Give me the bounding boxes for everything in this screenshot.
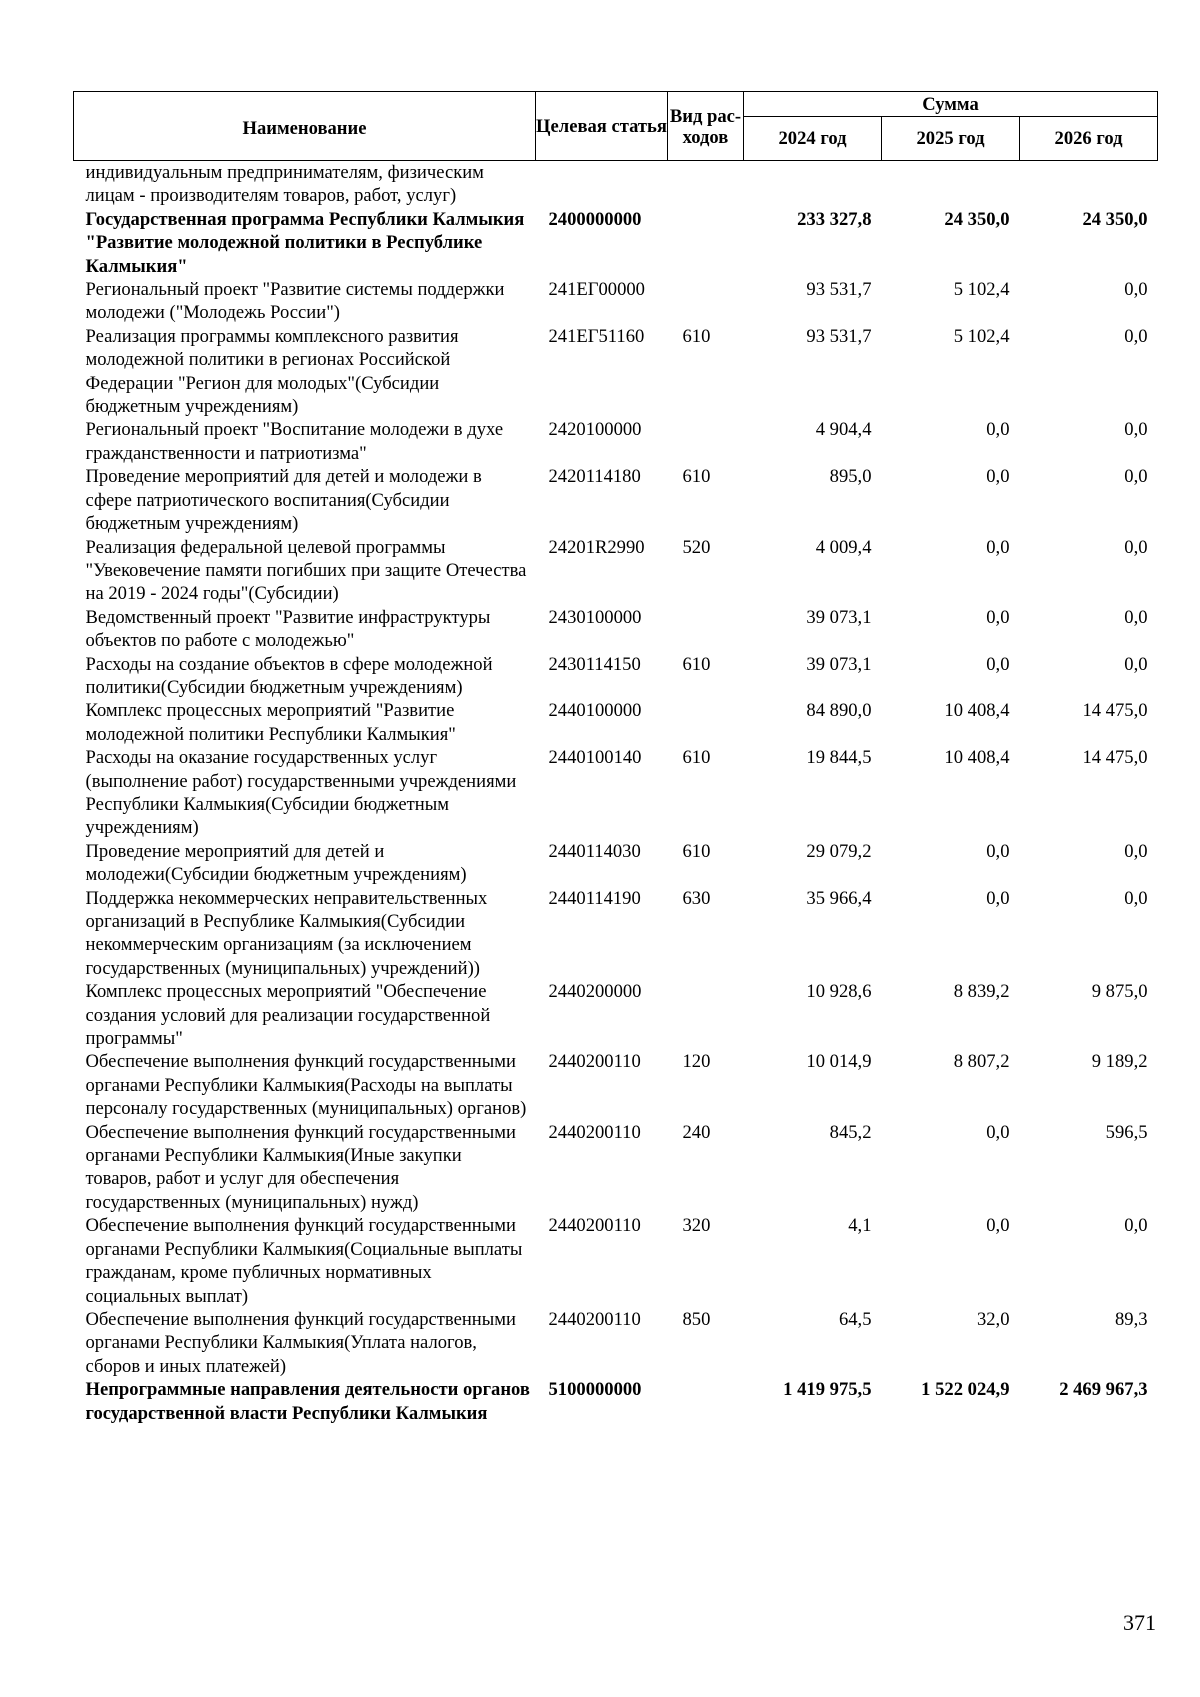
table-row (74, 1050, 1158, 1120)
row-sum-2026: 9 189,2 (1091, 1051, 1148, 1073)
row-expense-type (668, 418, 744, 465)
table-row (74, 1308, 1158, 1378)
row-sum-2025: 10 408,4 (944, 747, 1010, 769)
row-sum-2026: 0,0 (1124, 466, 1148, 488)
table-row (74, 161, 1158, 208)
row-name: Реализация федеральной целевой программы "Увековечение памяти погибших при защите Отечества на 2019 - 2024 годы"(Субсидии) (85, 536, 527, 605)
header-year-2025: 2025 год (882, 117, 1020, 161)
row-expense-type (668, 208, 744, 278)
row-sum-2025 (882, 161, 1020, 208)
row-target-article (536, 161, 668, 208)
table-row (74, 325, 1158, 419)
row-sum-2024: 895,0 (829, 466, 872, 488)
row-target-article: 5100000000 (548, 1379, 642, 1401)
row-sum-2025: 8 839,2 (953, 981, 1010, 1003)
table-row (74, 208, 1158, 278)
row-sum-2024: 84 890,0 (806, 700, 872, 722)
row-sum-2024: 29 079,2 (806, 840, 872, 862)
table-row (74, 418, 1158, 465)
row-expense-type: 610 (682, 325, 711, 347)
row-sum-2026: 0,0 (1124, 279, 1148, 301)
row-name: индивидуальным предпринимателям, физическим лицам - производителям товаров, работ, услуг) (85, 162, 484, 207)
table-row (74, 980, 1158, 1050)
row-sum-2025: 0,0 (986, 1215, 1010, 1237)
row-expense-type: 610 (682, 840, 711, 862)
row-expense-type: 610 (682, 653, 711, 675)
row-sum-2025: 24 350,0 (944, 208, 1010, 230)
row-sum-2024: 19 844,5 (806, 747, 872, 769)
header-year-2024: 2024 год (744, 117, 882, 161)
row-name: Обеспечение выполнения функций государственными органами Республики Калмыкия(Расходы на выплаты персоналу государственных (муниципальных) органов) (85, 1051, 527, 1120)
row-target-article: 2400000000 (548, 208, 642, 230)
row-name: Комплекс процессных мероприятий "Развитие молодежной политики Республики Калмыкия" (85, 700, 456, 745)
table-row (74, 278, 1158, 325)
row-sum-2026: 2 469 967,3 (1059, 1379, 1148, 1401)
row-name: Реализация программы комплексного развития молодежной политики в регионах Российской Федерации "Регион для молодых"(Субсидии бюджетным учреждениям) (85, 325, 459, 418)
row-name: Региональный проект "Развитие системы поддержки молодежи ("Молодежь России") (85, 279, 505, 324)
row-expense-type (668, 980, 744, 1050)
row-sum-2026: 0,0 (1124, 887, 1148, 909)
row-expense-type (668, 699, 744, 746)
row-expense-type: 240 (682, 1121, 711, 1143)
row-sum-2025: 32,0 (976, 1308, 1010, 1330)
table-row (74, 653, 1158, 700)
budget-table (73, 91, 1158, 1425)
row-target-article: 2440200000 (548, 981, 642, 1003)
row-target-article: 2440200110 (548, 1308, 641, 1330)
table-row (74, 1214, 1158, 1308)
row-sum-2026: 0,0 (1124, 653, 1148, 675)
row-sum-2025: 0,0 (986, 653, 1010, 675)
row-sum-2024: 845,2 (829, 1121, 872, 1143)
row-name: Государственная программа Республики Калмыкия "Развитие молодежной политики в Республике Калмыкия" (85, 208, 525, 277)
row-sum-2024: 10 014,9 (806, 1051, 872, 1073)
table-row (74, 746, 1158, 840)
row-target-article: 2430100000 (548, 606, 642, 628)
row-name: Обеспечение выполнения функций государственными органами Республики Калмыкия(Уплата налогов, сборов и иных платежей) (85, 1308, 516, 1377)
row-expense-type: 320 (682, 1215, 711, 1237)
table-row (74, 699, 1158, 746)
row-sum-2024: 93 531,7 (806, 325, 872, 347)
row-target-article: 241ЕГ51160 (548, 325, 645, 347)
row-target-article: 2440200110 (548, 1051, 641, 1073)
row-name: Обеспечение выполнения функций государственными органами Республики Калмыкия(Иные закупки товаров, работ и услуг для обеспечения государственных (муниципальных) нужд) (85, 1121, 516, 1213)
row-sum-2024: 39 073,1 (806, 606, 872, 628)
row-sum-2024: 233 327,8 (797, 208, 872, 230)
row-expense-type: 120 (682, 1051, 711, 1073)
row-sum-2025: 5 102,4 (953, 279, 1010, 301)
row-target-article: 24201R2990 (548, 536, 645, 558)
row-sum-2025: 0,0 (986, 536, 1010, 558)
header-expense-type: Вид рас-ходов (668, 92, 744, 161)
row-expense-type: 520 (682, 536, 711, 558)
table-header (74, 92, 1158, 161)
row-expense-type: 610 (682, 747, 711, 769)
row-sum-2026: 14 475,0 (1082, 747, 1148, 769)
row-sum-2024: 1 419 975,5 (783, 1379, 872, 1401)
table-row (74, 606, 1158, 653)
row-sum-2025: 1 522 024,9 (921, 1379, 1010, 1401)
row-name: Комплекс процессных мероприятий "Обеспечение создания условий для реализации государственной программы" (85, 981, 491, 1050)
row-target-article: 2440100140 (548, 747, 642, 769)
row-expense-type: 610 (682, 466, 711, 488)
row-sum-2026: 596,5 (1105, 1121, 1148, 1143)
page-number: 371 (1123, 1610, 1156, 1635)
row-sum-2024: 35 966,4 (806, 887, 872, 909)
row-target-article: 2430114150 (548, 653, 641, 675)
row-sum-2026: 24 350,0 (1082, 208, 1148, 230)
row-expense-type (668, 278, 744, 325)
table-row (74, 840, 1158, 887)
row-name: Расходы на оказание государственных услуг (выполнение работ) государственными учреждениями Республики Калмыкия(Субсидии бюджетным учреждениям) (85, 747, 517, 839)
row-sum-2024: 4 009,4 (815, 536, 872, 558)
table-row (74, 887, 1158, 981)
row-sum-2024: 93 531,7 (806, 279, 872, 301)
row-sum-2024 (744, 161, 882, 208)
header-sum: Сумма (744, 92, 1158, 117)
row-sum-2025: 0,0 (986, 466, 1010, 488)
row-expense-type: 850 (682, 1308, 711, 1330)
row-name: Ведомственный проект "Развитие инфраструктуры объектов по работе с молодежью" (85, 606, 491, 652)
row-sum-2025: 5 102,4 (953, 325, 1010, 347)
header-target-article: Целевая статья (536, 92, 668, 161)
row-sum-2026 (1020, 161, 1158, 208)
row-sum-2026: 0,0 (1124, 419, 1148, 441)
budget-table-sheet (73, 91, 1157, 1425)
row-target-article: 2440114030 (548, 840, 641, 862)
row-sum-2025: 0,0 (986, 419, 1010, 441)
row-target-article: 2440100000 (548, 700, 642, 722)
row-expense-type (668, 161, 744, 208)
row-target-article: 241ЕГ00000 (548, 279, 645, 301)
row-target-article: 2440200110 (548, 1121, 641, 1143)
row-expense-type (668, 1378, 744, 1425)
row-target-article: 2420114180 (548, 466, 641, 488)
row-name: Расходы на создание объектов в сфере молодежной политики(Субсидии бюджетным учреждениям) (85, 653, 493, 698)
row-target-article: 2440200110 (548, 1215, 641, 1237)
row-name: Обеспечение выполнения функций государственными органами Республики Калмыкия(Социальные выплаты гражданам, кроме публичных нормативных социальных выплат) (85, 1215, 523, 1307)
table-row (74, 1121, 1158, 1215)
row-name: Проведение мероприятий для детей и молодежи(Субсидии бюджетным учреждениям) (85, 840, 467, 886)
table-row (74, 465, 1158, 535)
row-sum-2025: 8 807,2 (953, 1051, 1010, 1073)
table-body (74, 161, 1158, 1425)
row-expense-type (668, 606, 744, 653)
row-target-article: 2420100000 (548, 419, 642, 441)
header-year-2026: 2026 год (1020, 117, 1158, 161)
table-row (74, 1378, 1158, 1425)
header-name: Наименование (74, 92, 536, 161)
row-name: Поддержка некоммерческих неправительственных организаций в Республике Калмыкия(Субсидии некоммерческим организациям (за исключением государственных (муниципальных) учреждений)) (85, 887, 488, 979)
table-row (74, 536, 1158, 606)
row-name: Региональный проект "Воспитание молодежи в духе гражданственности и патриотизма" (85, 419, 504, 464)
row-sum-2024: 4,1 (848, 1215, 872, 1237)
row-sum-2026: 14 475,0 (1082, 700, 1148, 722)
row-sum-2026: 9 875,0 (1091, 981, 1148, 1003)
row-sum-2025: 0,0 (986, 840, 1010, 862)
row-sum-2025: 0,0 (986, 1121, 1010, 1143)
row-sum-2024: 10 928,6 (806, 981, 872, 1003)
row-name: Непрограммные направления деятельности органов государственной власти Республики Калмыкия (85, 1379, 530, 1424)
row-sum-2025: 0,0 (986, 606, 1010, 628)
row-sum-2026: 0,0 (1124, 1215, 1148, 1237)
row-target-article: 2440114190 (548, 887, 641, 909)
row-expense-type: 630 (682, 887, 711, 909)
row-sum-2024: 4 904,4 (815, 419, 872, 441)
row-sum-2026: 0,0 (1124, 606, 1148, 628)
row-sum-2026: 0,0 (1124, 840, 1148, 862)
row-sum-2025: 10 408,4 (944, 700, 1010, 722)
row-sum-2026: 89,3 (1114, 1308, 1148, 1330)
row-sum-2026: 0,0 (1124, 536, 1148, 558)
row-sum-2025: 0,0 (986, 887, 1010, 909)
row-sum-2024: 64,5 (838, 1308, 872, 1330)
row-sum-2026: 0,0 (1124, 325, 1148, 347)
row-sum-2024: 39 073,1 (806, 653, 872, 675)
row-name: Проведение мероприятий для детей и молодежи в сфере патриотического воспитания(Субсидии бюджетным учреждениям) (85, 466, 482, 535)
